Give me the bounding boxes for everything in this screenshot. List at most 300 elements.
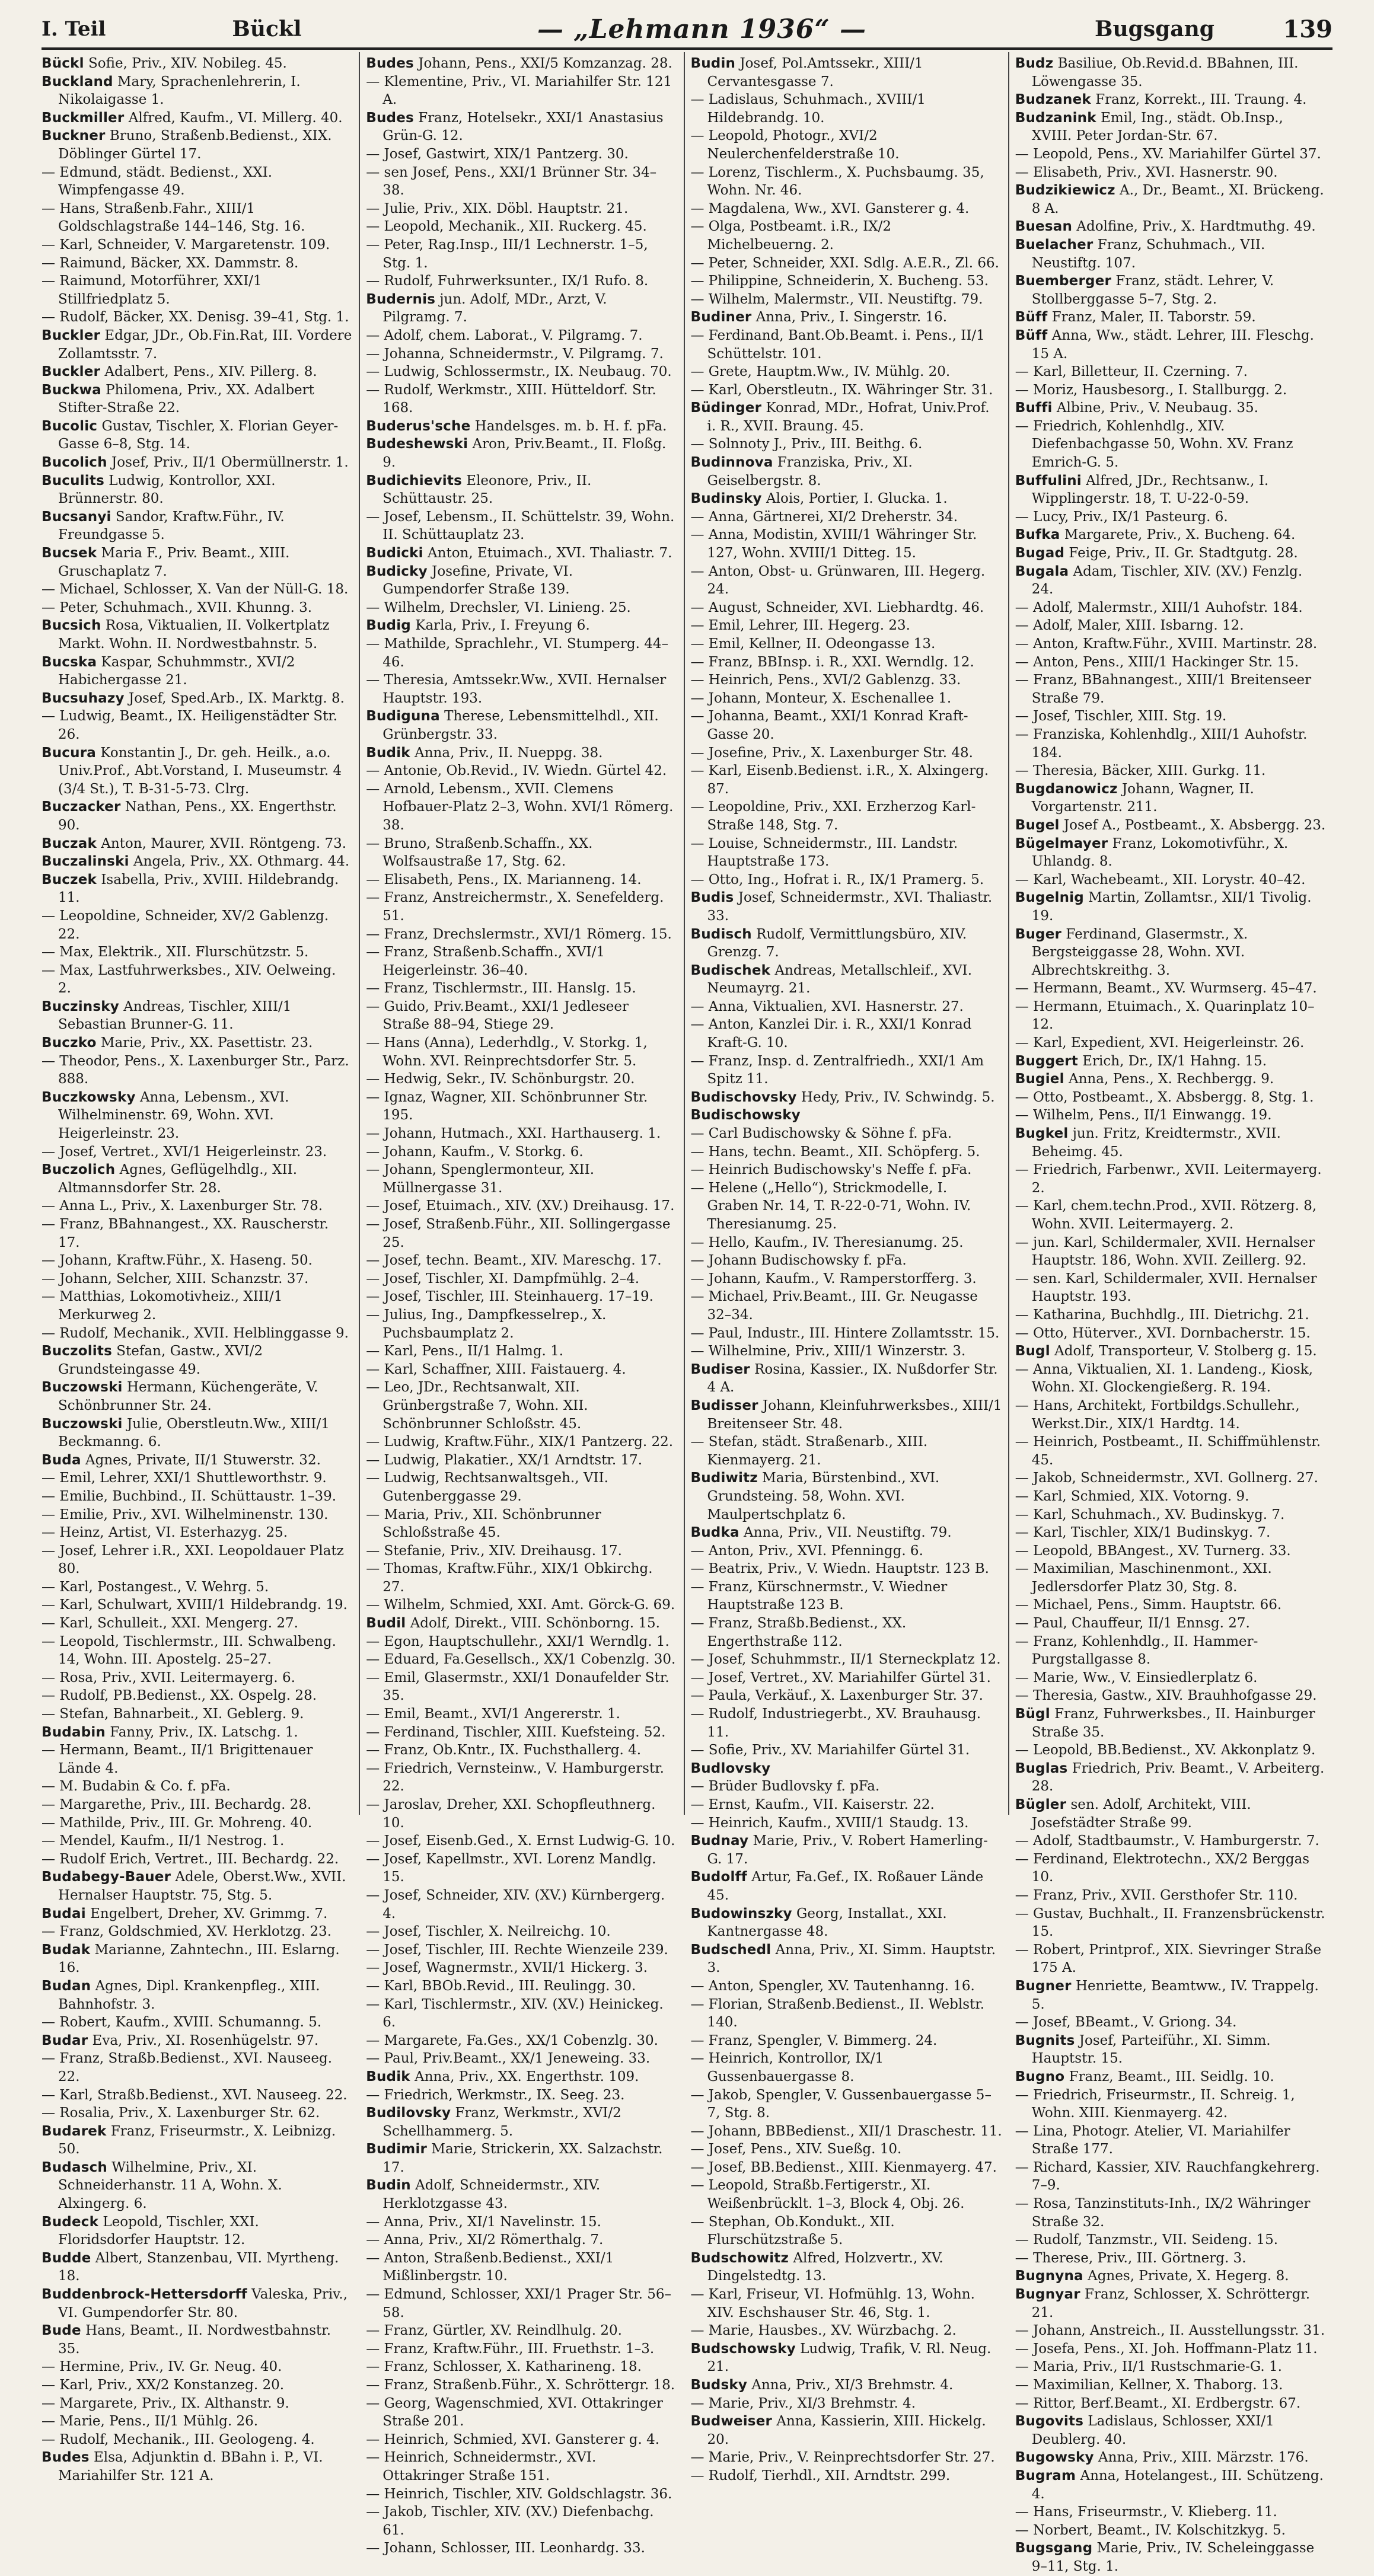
directory-entry: — Bruno, Straßenb.Schaffn., XX. Wolfsaustraße 17, Stg. 62. <box>366 835 593 870</box>
column-4 <box>1008 52 1332 2574</box>
directory-entry: — Josef, Wagnermstr., XVII/1 Hickerg. 3. <box>366 1960 648 1976</box>
directory-entry: — Peter, Rag.Insp., III/1 Lechnerstr. 1–5, Stg. 1. <box>366 237 648 271</box>
directory-entry: Budzikiewicz A., Dr., Beamt., XI. Brückeng. 8 A. <box>1015 183 1324 216</box>
directory-entry: Budak Marianne, Zahntechn., III. Eslarng. 16. <box>42 1942 340 1976</box>
directory-entry: — Eduard, Fa.Gesellsch., XX/1 Cobenzlg. 30. <box>366 1652 676 1668</box>
directory-entry: Büff Anna, Ww., städt. Lehrer, III. Fleschg. 15 A. <box>1015 327 1314 362</box>
directory-entry: — jun. Karl, Schildermaler, XVII. Hernalser Hauptstr. 186, Wohn. XVII. Zeillerg. 92. <box>1015 1234 1315 1269</box>
directory-entry: Bügler sen. Adolf, Architekt, VIII. Josefstädter Straße 99. <box>1015 1797 1251 1831</box>
directory-entry: Buderus'sche Handelsges. m. b. H. f. pFa. <box>366 418 667 434</box>
directory-entry: — Hermann, Beamt., II/1 Brigittenauer Lände 4. <box>42 1742 313 1776</box>
directory-entry: — Emil, Lehrer, III. Hegerg. 23. <box>690 618 910 634</box>
directory-entry: — Josef, Vertret., XV. Mariahilfer Gürtel 31. <box>690 1670 991 1686</box>
directory-entry: — Maximilian, Kellner, X. Thaborg. 13. <box>1015 2377 1283 2393</box>
directory-entry: Budarek Franz, Friseurmstr., X. Leibnizg. 50. <box>42 2123 336 2157</box>
directory-entry: — Ladislaus, Schuhmach., XVIII/1 Hildebrandg. 10. <box>690 92 926 126</box>
directory-entry: Bugala Adam, Tischler, XIV. (XV.) Fenzlg. 24. <box>1015 563 1303 598</box>
directory-entry: Budeshewski Aron, Priv.Beamt., II. Floßg. 9. <box>366 436 667 471</box>
directory-entry: Budinnova Franziska, Priv., XI. Geiselbergstr. 8. <box>690 455 913 489</box>
directory-entry: Budschedl Anna, Priv., XI. Simm. Hauptstr. 3. <box>690 1942 996 1976</box>
directory-entry: — Heinrich, Tischler, XIV. Goldschlagstr. 36. <box>366 2486 672 2502</box>
directory-entry: Budicky Josefine, Private, VI. Gumpendorfer Straße 139. <box>366 563 573 598</box>
directory-entry: — Emilie, Buchbind., II. Schüttaustr. 1–39. <box>42 1488 337 1504</box>
directory-entry: — Anton, Pens., XIII/1 Hackinger Str. 15. <box>1015 654 1299 670</box>
directory-entry: — Heinrich, Schmied, XVI. Gansterer g. 4. <box>366 2431 660 2447</box>
directory-entry: — Rudolf, PB.Bedienst., XX. Ospelg. 28. <box>42 1688 317 1704</box>
directory-entry: — Josef, Kapellmstr., XVI. Lorenz Mandlg. 15. <box>366 1851 656 1885</box>
directory-entry: Buggert Erich, Dr., IX/1 Hahng. 15. <box>1015 1053 1267 1069</box>
directory-entry: Budinsky Alois, Portier, I. Glucka. 1. <box>690 491 948 507</box>
directory-entry: — Lorenz, Tischlerm., X. Puchsbaumg. 35, Wohn. Nr. 46. <box>690 164 984 199</box>
directory-entry: — Franz, BBInsp. i. R., XXI. Werndlg. 12. <box>690 654 974 670</box>
directory-entry: — Rudolf, Werkmstr., XIII. Hütteldorf. Str. 168. <box>366 382 656 416</box>
directory-entry: — Rudolf, Tierhdl., XII. Arndtstr. 299. <box>690 2468 951 2484</box>
directory-entry: — Leopold, Straßb.Fertigerstr., XI. Weißenbrücklt. 1–3, Block 4, Obj. 26. <box>690 2178 965 2212</box>
header-rule <box>42 47 1332 50</box>
directory-entry: — Rudolf, Mechanik., XVII. Helblinggasse 9. <box>42 1325 349 1341</box>
directory-entry: — Emil, Lehrer, XXI/1 Shuttleworthstr. 9. <box>42 1470 327 1486</box>
directory-entry: Budes Johann, Pens., XXI/5 Komzanzag. 28. <box>366 56 672 71</box>
directory-entry: — Karl, Schuhmach., XV. Budinskyg. 7. <box>1015 1506 1285 1522</box>
directory-entry: — Ludwig, Schlossermstr., IX. Neubaug. 70. <box>366 364 672 380</box>
directory-entry: Buffi Albine, Priv., V. Neubaug. 35. <box>1015 400 1258 416</box>
directory-entry: Budiguna Therese, Lebensmittelhdl., XII. Grünbergstr. 33. <box>366 708 659 742</box>
directory-entry: Buckmiller Alfred, Kaufm., VI. Millerg. 40. <box>42 110 343 126</box>
directory-entry: — Hermann, Etuimach., X. Quarinplatz 10–12. <box>1015 998 1315 1033</box>
directory-entry: Buczolits Stefan, Gastw., XVI/2 Grundsteingasse 49. <box>42 1343 263 1377</box>
directory-entry: — Franz, Goldschmied, XV. Herklotzg. 23. <box>42 1924 332 1940</box>
directory-entry: Budweiser Anna, Kassierin, XIII. Hickelg. 20. <box>690 2414 986 2447</box>
directory-entry: — Anna, Viktualien, XI. 1. Landeng., Kiosk, Wohn. XI. Glockengießerg. R. 194. <box>1015 1361 1314 1396</box>
directory-entry: — Marie, Ww., V. Einsiedlerplatz 6. <box>1015 1670 1258 1686</box>
directory-entry: Bucura Konstantin J., Dr. geh. Heilk., a.o. Univ.Prof., Abt.Vorstand, I. Museumstr. 4 (3/4 St.), T. B-31-5-73. Clrg. <box>42 745 342 797</box>
directory-entry: — Robert, Printprof., XIX. Sievringer Straße 175 A. <box>1015 1942 1322 1976</box>
directory-entry: — Franz, Straßb.Bedienst., XX. Engerthstraße 112. <box>690 1616 907 1649</box>
directory-entry: — Olga, Postbeamt. i.R., IX/2 Michelbeuerng. 2. <box>690 219 891 253</box>
directory-entry: — Margarete, Priv., IX. Althanstr. 9. <box>42 2395 289 2411</box>
directory-entry: — Franz, BBahnangest., XIII/1 Breitenseer Straße 79. <box>1015 672 1312 706</box>
directory-entry: — Wilhelmine, Priv., XIII/1 Winzerstr. 3. <box>690 1343 966 1359</box>
part-label: I. Teil <box>42 17 106 41</box>
directory-entry: — Anton, Kanzlei Dir. i. R., XXI/1 Konrad Kraft-G. 10. <box>690 1017 972 1051</box>
directory-entry: Buczalinski Angela, Priv., XX. Othmarg. 44. <box>42 854 350 870</box>
directory-entry: — Leo, JDr., Rechtsanwalt, XII. Grünbergstraße 7, Wohn. XII. Schönbrunner Schloßstr. 45. <box>366 1380 588 1432</box>
directory-entry: Bugelnig Martin, Zollamtsr., XII/1 Tivolig. 19. <box>1015 890 1312 924</box>
directory-entry: Budzanek Franz, Korrekt., III. Traung. 4. <box>1015 92 1307 108</box>
directory-entry: — Magdalena, Ww., XVI. Gansterer g. 4. <box>690 200 970 216</box>
directory-entry: — Raimund, Motorführer, XXI/1 Stillfriedplatz 5. <box>42 273 262 307</box>
directory-entry: Budicki Anton, Etuimach., XVI. Thaliastr. 7. <box>366 545 672 561</box>
directory-entry: Bufka Margarete, Priv., X. Bucheng. 64. <box>1015 527 1296 543</box>
directory-entry: — Georg, Wagenschmied, XVI. Ottakringer Straße 201. <box>366 2395 664 2430</box>
directory-entry: Bucsuhazy Josef, Sped.Arb., IX. Marktg. 8. <box>42 690 345 706</box>
directory-entry: — Carl Budischowsky & Söhne f. pFa. <box>690 1126 952 1142</box>
directory-entry: Bucsich Rosa, Viktualien, II. Volkertplatz Markt. Wohn. II. Nordwestbahnstr. 5. <box>42 618 330 652</box>
directory-entry: Budisser Johann, Kleinfuhrwerksbes., XIII/1 Breitenseer Str. 48. <box>690 1397 1002 1432</box>
directory-entry: Budka Anna, Priv., VII. Neustiftg. 79. <box>690 1525 952 1541</box>
directory-entry: — Maximilian, Maschinenmont., XXI. Jedlersdorfer Platz 30, Stg. 8. <box>1015 1561 1272 1595</box>
directory-entry: — Paul, Chauffeur, II/1 Ennsg. 27. <box>1015 1616 1250 1632</box>
directory-entry: — Otto, Hüterver., XVI. Dornbacherstr. 15. <box>1015 1325 1311 1341</box>
directory-entry: Buemberger Franz, städt. Lehrer, V. Stollberggasse 5–7, Stg. 2. <box>1015 273 1274 307</box>
directory-entry: — Johann, Schlosser, III. Leonhardg. 33. <box>366 2540 645 2556</box>
directory-entry: — Louise, Schneidermstr., III. Landstr. Hauptstraße 173. <box>690 835 958 870</box>
directory-entry: Budz Basiliue, Ob.Revid.d. BBahnen, III. Löwengasse 35. <box>1015 56 1299 90</box>
directory-entry: — Philippine, Schneiderin, X. Bucheng. 53. <box>690 273 989 289</box>
directory-entry: — Ferdinand, Bant.Ob.Beamt. i. Pens., II/1 Schüttelstr. 101. <box>690 327 985 362</box>
directory-entry: — Heinrich, Schneidermstr., XVI. Ottakringer Straße 151. <box>366 2450 597 2484</box>
directory-entry: Budis Josef, Schneidermstr., XVI. Thaliastr. 33. <box>690 890 993 924</box>
directory-entry: Budai Engelbert, Dreher, XV. Grimmg. 7. <box>42 1905 328 1921</box>
column-3 <box>684 52 1008 2484</box>
directory-entry: Budin Josef, Pol.Amtssekr., XIII/1 Cervantesgasse 7. <box>690 56 923 90</box>
page-header <box>42 11 1332 47</box>
directory-entry: Budiwitz Maria, Bürstenbind., XVI. Grundsteing. 58, Wohn. XVI. Maulpertschplatz 6. <box>690 1470 940 1522</box>
directory-entry: — Emil, Beamt., XVI/1 Angererstr. 1. <box>366 1706 620 1722</box>
directory-entry: — Marie, Priv., V. Reinprechtsdorfer Str. 27. <box>690 2450 995 2466</box>
directory-entry: Bugner Henriette, Beamtww., IV. Trappelg. 5. <box>1015 1978 1319 2012</box>
directory-entry: — Karl, Tischlermstr., XIV. (XV.) Heinickeg. 6. <box>366 1996 664 2031</box>
directory-entry: — Rudolf, Industriegerbt., XV. Brauhausg. 11. <box>690 1706 981 1740</box>
directory-entry: — Karl, Postangest., V. Wehrg. 5. <box>42 1579 269 1595</box>
directory-entry: — Karl, Schneider, V. Margaretenstr. 109. <box>42 237 330 253</box>
directory-entry: Budiner Anna, Priv., I. Singerstr. 16. <box>690 309 948 325</box>
directory-entry: — Klementine, Priv., VI. Mariahilfer Str. 121 A. <box>366 74 672 108</box>
directory-entry: — Ludwig, Rechtsanwaltsgeh., VII. Gutenberggasse 29. <box>366 1470 608 1504</box>
directory-entry: — Antonie, Ob.Revid., IV. Wiedn. Gürtel 42. <box>366 763 667 779</box>
directory-entry: — Josef, Tischler, XI. Dampfmühlg. 2–4. <box>366 1271 640 1287</box>
directory-entry: — Leopold, Tischlermstr., III. Schwalbeng. 14, Wohn. III. Apostelg. 25–27. <box>42 1633 336 1668</box>
directory-entry: — Josef, Straßenb.Führ., XII. Sollingergasse 25. <box>366 1217 671 1250</box>
directory-entry: — Hans, techn. Beamt., XII. Schöpferg. 5. <box>690 1144 980 1160</box>
directory-entry: — Jaroslav, Dreher, XXI. Schopfleuthnerg. 10. <box>366 1797 656 1831</box>
directory-entry: — Karl, Oberstleutn., IX. Währinger Str. 31. <box>690 382 993 398</box>
directory-entry: — Heinrich, Pens., XVI/2 Gablenzg. 33. <box>690 672 961 688</box>
directory-entry: — Julius, Ing., Dampfkesselrep., X. Puchsbaumplatz 2. <box>366 1307 607 1341</box>
directory-entry: — Otto, Postbeamt., X. Absbergg. 8, Stg. 1. <box>1015 1089 1314 1105</box>
directory-entry: — Josefa, Pens., XI. Joh. Hoffmann-Platz 11. <box>1015 2341 1318 2357</box>
directory-entry: — Matthias, Lokomotivheiz., XIII/1 Merkurweg 2. <box>42 1289 283 1323</box>
directory-entry: Bugl Adolf, Transporteur, V. Stolberg g. 15. <box>1015 1343 1317 1359</box>
directory-entry: — Franz, Insp. d. Zentralfriedh., XXI/1 Am Spitz 11. <box>690 1053 984 1087</box>
directory-entry: Bucolich Josef, Priv., II/1 Obermüllnerstr. 1. <box>42 455 349 471</box>
directory-entry: — Ignaz, Wagner, XII. Schönbrunner Str. 195. <box>366 1089 648 1123</box>
directory-entry: — Margarethe, Priv., III. Bechardg. 28. <box>42 1797 312 1812</box>
directory-entry: — Elisabeth, Pens., IX. Marianneng. 14. <box>366 872 642 888</box>
directory-entry: — Max, Elektrik., XII. Flurschützstr. 5. <box>42 944 309 960</box>
directory-entry: — Franz, Priv., XVII. Gersthofer Str. 110. <box>1015 1887 1298 1903</box>
directory-entry: Buckner Bruno, Straßenb.Bedienst., XIX. Döblinger Gürtel 17. <box>42 128 332 162</box>
directory-entry: Büff Franz, Maler, II. Taborstr. 59. <box>1015 309 1256 325</box>
directory-entry: — Thomas, Kraftw.Führ., XIX/1 Obkirchg. 27. <box>366 1561 653 1595</box>
directory-entry: — Johanna, Beamt., XXI/1 Konrad Kraft-Gasse 20. <box>690 708 968 742</box>
directory-entry: Buffulini Alfred, JDr., Rechtsanw., I. Wipplingerstr. 18, T. U-22-0-59. <box>1015 473 1269 507</box>
directory-entry: — Josef, BB.Bedienst., XIII. Kienmayerg. 47. <box>690 2159 997 2175</box>
directory-entry: Budeck Leopold, Tischler, XXI. Floridsdorfer Hauptstr. 12. <box>42 2214 259 2248</box>
directory-entry: Bugnits Josef, Parteiführ., XI. Simm. Hauptstr. 15. <box>1015 2032 1271 2067</box>
directory-entry: Buczacker Nathan, Pens., XX. Engerthstr. 90. <box>42 799 337 833</box>
directory-entry: — Julie, Priv., XIX. Döbl. Hauptstr. 21. <box>366 200 629 216</box>
column-2 <box>359 52 683 2556</box>
directory-entry: — Josef, Lehrer i.R., XXI. Leopoldauer Platz 80. <box>42 1543 344 1577</box>
directory-entry: — Ludwig, Plakatier., XX/1 Arndtstr. 17. <box>366 1452 643 1468</box>
directory-entry: — Lucy, Priv., IX/1 Pasteurg. 6. <box>1015 509 1228 525</box>
directory-entry: — Franz, Straßb.Bedienst., XVI. Nauseeg. 22. <box>42 2051 333 2085</box>
directory-entry: Budasch Wilhelmine, Priv., XI. Schneiderhanstr. 11 A, Wohn. X. Alxingerg. 6. <box>42 2159 282 2212</box>
directory-entry: — Mathilde, Priv., III. Gr. Mohreng. 40. <box>42 1815 313 1831</box>
directory-entry: — Jakob, Schneidermstr., XVI. Gollnerg. 27. <box>1015 1470 1318 1486</box>
directory-entry: — Josef, Gastwirt, XIX/1 Pantzerg. 30. <box>366 146 629 162</box>
directory-entry: Buczowski Julie, Oberstleutn.Ww., XIII/1 Beckmanng. 6. <box>42 1416 330 1450</box>
directory-entry: — Adolf, Malermstr., XIII/1 Auhofstr. 184. <box>1015 599 1303 615</box>
directory-entry: — Johann, BBBedienst., XII/1 Draschestr. 11. <box>690 2123 1002 2139</box>
directory-entry: Bugkel jun. Fritz, Kreidtermstr., XVII. Beheimg. 45. <box>1015 1126 1281 1160</box>
directory-entry: Budnay Marie, Priv., V. Robert Hamerling-G. 17. <box>690 1833 988 1867</box>
directory-entry: — Johann, Kraftw.Führ., X. Haseng. 50. <box>42 1253 313 1269</box>
directory-entry: — Hedwig, Sekr., IV. Schönburgstr. 20. <box>366 1071 635 1087</box>
directory-entry: — Leopold, BB.Bedienst., XV. Akkonplatz 9. <box>1015 1742 1316 1758</box>
directory-entry: Budischowsky <box>690 1107 801 1123</box>
directory-entry: — Anna, Priv., XI/1 Navelinstr. 15. <box>366 2214 601 2230</box>
directory-entry: — Josef, Lebensm., II. Schüttelstr. 39, Wohn. II. Schüttauplatz 23. <box>366 509 675 543</box>
directory-entry: Buczowski Hermann, Küchengeräte, V. Schönbrunner Str. 24. <box>42 1380 318 1413</box>
directory-entry: — Hermine, Priv., IV. Gr. Neug. 40. <box>42 2359 282 2375</box>
directory-entry: — Adolf, Maler, XIII. Isbarng. 12. <box>1015 618 1244 634</box>
directory-entry: — Brüder Budlovsky f. pFa. <box>690 1779 880 1795</box>
directory-entry: — Ludwig, Beamt., IX. Heiligenstädter Str. 26. <box>42 708 338 742</box>
page-number: 139 <box>1283 15 1332 43</box>
directory-entry: — Hermann, Beamt., XV. Wurmserg. 45–47. <box>1015 981 1317 997</box>
directory-entry: — Emil, Glasermstr., XXI/1 Donaufelder Str. 35. <box>366 1670 670 1704</box>
directory-entry: Budischovsky Hedy, Priv., IV. Schwindg. 5. <box>690 1089 995 1105</box>
directory-entry: Buczek Isabella, Priv., XVIII. Hildebrandg. 11. <box>42 872 339 906</box>
directory-entry: — Theresia, Gastw., XIV. Brauhhofgasse 29. <box>1015 1688 1317 1704</box>
column-1 <box>42 52 359 2484</box>
directory-entry: — Karl, chem.techn.Prod., XVII. Rötzerg. 8, Wohn. XVII. Leitermayerg. 2. <box>1015 1198 1317 1232</box>
directory-entry: Budolff Artur, Fa.Gef., IX. Roßauer Lände 45. <box>690 1869 984 1903</box>
directory-entry: — Emilie, Priv., XVI. Wilhelminenstr. 130. <box>42 1506 329 1522</box>
directory-entry: — Karl, Friseur, VI. Hofmühlg. 13, Wohn. XIV. Eschshauser Str. 46, Stg. 1. <box>690 2287 975 2320</box>
directory-entry: — Anna, Modistin, XVIII/1 Währinger Str. 127, Wohn. XVIII/1 Ditteg. 15. <box>690 527 977 561</box>
directory-entry: — Ferdinand, Elektrotechn., XX/2 Berggas 10. <box>1015 1851 1310 1885</box>
directory-entry: Budlovsky <box>690 1760 771 1776</box>
directory-entry: — Leopoldine, Schneider, XV/2 Gablenzg. 22. <box>42 908 329 942</box>
directory-entry: — Theresia, Amtssekr.Ww., XVII. Hernalser Hauptstr. 193. <box>366 672 667 706</box>
directory-entry: Budik Anna, Priv., II. Nueppg. 38. <box>366 745 603 761</box>
directory-entry: Buczinsky Andreas, Tischler, XIII/1 Sebastian Brunner-G. 11. <box>42 998 292 1033</box>
directory-entry: — Johann Budischowsky f. pFa. <box>690 1253 907 1269</box>
directory-entry: Budar Eva, Priv., XI. Rosenhügelstr. 97. <box>42 2032 319 2048</box>
directory-entry: — Josef, Etuimach., XIV. (XV.) Dreihausg. 17. <box>366 1198 675 1214</box>
directory-entry: Budilovsky Franz, Werkmstr., XVI/2 Schellhammerg. 5. <box>366 2105 621 2139</box>
directory-entry: — Anna, Gärtnerei, XI/2 Dreherstr. 34. <box>690 509 958 525</box>
directory-entry: — Robert, Kaufm., XVIII. Schumanng. 5. <box>42 2015 322 2031</box>
directory-entry: — Max, Lastfuhrwerksbes., XIV. Oelweing. 2. <box>42 962 336 997</box>
directory-entry: — Wilhelm, Schmied, XXI. Amt. Görck-G. 69. <box>366 1597 675 1613</box>
directory-entry: — Josef, techn. Beamt., XIV. Mareschg. 17. <box>366 1253 662 1269</box>
directory-entry: — Jakob, Tischler, XIV. (XV.) Diefenbachg. 61. <box>366 2504 654 2538</box>
directory-entry: Buckwa Philomena, Priv., XX. Adalbert Stifter-Straße 22. <box>42 382 314 416</box>
directory-entry: — Marie, Pens., II/1 Mühlg. 26. <box>42 2414 259 2430</box>
directory-entry: — Anton, Obst- u. Grünwaren, III. Hegerg. 24. <box>690 563 986 598</box>
directory-entry: — Jakob, Spengler, V. Gussenbauergasse 5–7, Stg. 8. <box>690 2087 992 2121</box>
columns <box>42 52 1332 2574</box>
directory-entry: Buczak Anton, Maurer, XVII. Röntgeng. 73. <box>42 835 347 851</box>
directory-entry: — Karl, Schulwart, XVIII/1 Hildebrandg. 19. <box>42 1597 348 1613</box>
directory-entry: — Karl, Eisenb.Bedienst. i.R., X. Alxingerg. 87. <box>690 763 989 797</box>
directory-entry: — Adolf, chem. Laborat., V. Pilgramg. 7. <box>366 327 643 343</box>
directory-entry: — Wilhelm, Pens., II/1 Einwangg. 19. <box>1015 1107 1272 1123</box>
directory-entry: — Paul, Industr., III. Hintere Zollamtsstr. 15. <box>690 1325 1000 1341</box>
directory-entry: — Hello, Kaufm., IV. Theresianumg. 25. <box>690 1234 964 1250</box>
directory-entry: — Otto, Ing., Hofrat i. R., IX/1 Pramerg. 5. <box>690 872 984 888</box>
directory-entry: — Lina, Photogr. Atelier, VI. Mariahilfer Straße 177. <box>1015 2123 1290 2157</box>
directory-entry: — Johann, Hutmach., XXI. Harthauserg. 1. <box>366 1126 661 1142</box>
directory-entry: — Gustav, Buchhalt., II. Franzensbrückenstr. 15. <box>1015 1905 1325 1940</box>
directory-entry: — Josef, Eisenb.Ged., X. Ernst Ludwig-G. 10. <box>366 1833 675 1849</box>
directory-entry: Buckler Adalbert, Pens., XIV. Pillerg. 8. <box>42 364 317 380</box>
directory-entry: Büdinger Konrad, MDr., Hofrat, Univ.Prof. i. R., XVII. Braung. 45. <box>690 400 990 434</box>
directory-entry: — Rudolf Erich, Vertret., III. Bechardg. 22. <box>42 1851 339 1867</box>
directory-entry: Budisch Rudolf, Vermittlungsbüro, XIV. Grenzg. 7. <box>690 926 967 960</box>
directory-entry: — Ludwig, Kraftw.Führ., XIX/1 Pantzerg. 22. <box>366 1434 674 1450</box>
directory-entry: — Peter, Schuhmach., XVII. Khunng. 3. <box>42 599 313 615</box>
directory-entry: Buddenbrock-Hettersdorff Valeska, Priv., VI. Gumpendorfer Str. 80. <box>42 2287 348 2320</box>
directory-entry: — Johann, Monteur, X. Eschenallee 1. <box>690 690 952 706</box>
directory-entry: — Edmund, städt. Bedienst., XXI. Wimpfengasse 49. <box>42 164 273 199</box>
directory-entry: — Johann, Selcher, XIII. Schanzstr. 37. <box>42 1271 309 1287</box>
directory-entry: — sen. Karl, Schildermaler, XVII. Hernalser Hauptstr. 193. <box>1015 1271 1317 1305</box>
directory-entry: — Hans, Straßenb.Fahr., XIII/1 Goldschlagstraße 144–146, Stg. 16. <box>42 200 305 235</box>
directory-entry: Budig Karla, Priv., I. Freyung 6. <box>366 618 590 634</box>
directory-entry: Bugowsky Anna, Priv., XIII. Märzstr. 176. <box>1015 2450 1309 2466</box>
directory-entry: — Johann, Spenglermonteur, XII. Müllnergasse 31. <box>366 1162 595 1196</box>
directory-entry: — Franz, Kohlenhdlg., II. Hammer-Purgstallgasse 8. <box>1015 1633 1258 1668</box>
directory-entry: — Johann, Anstreich., II. Ausstellungsstr. 31. <box>1015 2323 1325 2339</box>
directory-entry: — Anton, Kraftw.Führ., XVIII. Martinstr. 28. <box>1015 636 1318 652</box>
directory-entry: — Karl, Priv., XX/2 Konstanzeg. 20. <box>42 2377 285 2393</box>
header-last-entry: Bugsgang <box>1095 17 1214 42</box>
directory-entry: Budde Albert, Stanzenbau, VII. Myrtheng. 18. <box>42 2250 339 2284</box>
directory-entry: — Johanna, Schneidermstr., V. Pilgramg. 7. <box>366 346 664 362</box>
directory-entry: — Paula, Verkäuf., X. Laxenburger Str. 37. <box>690 1688 983 1704</box>
directory-entry: — Anna L., Priv., X. Laxenburger Str. 78. <box>42 1198 323 1214</box>
directory-entry: — Stefanie, Priv., XIV. Dreihausg. 17. <box>366 1543 622 1559</box>
directory-entry: — Therese, Priv., III. Görtnerg. 3. <box>1015 2250 1247 2266</box>
directory-entry: — Theresia, Bäcker, XIII. Gurkg. 11. <box>1015 763 1266 779</box>
directory-entry: — Heinrich, Kontrollor, IX/1 Gussenbauergasse 8. <box>690 2051 884 2085</box>
directory-entry: — Franz, Tischlermstr., III. Hanslg. 15. <box>366 981 636 997</box>
directory-entry: Budzanink Emil, Ing., städt. Ob.Insp., XVIII. Peter Jordan-Str. 67. <box>1015 110 1283 144</box>
directory-entry: — Heinrich Budischowsky's Neffe f. pFa. <box>690 1162 972 1178</box>
directory-entry: — Ernst, Kaufm., VII. Kaiserstr. 22. <box>690 1797 935 1812</box>
directory-entry: — Anton, Spengler, XV. Tautenhanng. 16. <box>690 1978 975 1994</box>
directory-entry: Budin Adolf, Schneidermstr., XIV. Herklotzgasse 43. <box>366 2178 601 2212</box>
directory-entry: — Anna, Viktualien, XVI. Hasnerstr. 27. <box>690 998 964 1014</box>
directory-entry: — Josef, Tischler, X. Neilreichg. 10. <box>366 1924 611 1940</box>
directory-entry: — Stefan, Bahnarbeit., XI. Geblerg. 9. <box>42 1706 304 1722</box>
directory-entry: — Franz, Straßenb.Schaffn., XVI/1 Heigerleinstr. 36–40. <box>366 944 605 978</box>
directory-entry: — Rudolf, Mechanik., III. Geologeng. 4. <box>42 2431 315 2447</box>
directory-entry: — Marie, Hausbes., XV. Würzbachg. 2. <box>690 2323 957 2339</box>
directory-entry: — Mendel, Kaufm., II/1 Nestrog. 1. <box>42 1833 285 1849</box>
directory-entry: — Wilhelm, Malermstr., VII. Neustiftg. 79. <box>690 291 983 307</box>
directory-entry: Bückl Sofie, Priv., XIV. Nobileg. 45. <box>42 56 287 71</box>
directory-entry: — Karl, Pens., II/1 Halmg. 1. <box>366 1343 564 1359</box>
directory-entry: Bugovits Ladislaus, Schlosser, XXI/1 Deublerg. 40. <box>1015 2414 1274 2447</box>
directory-entry: Budimir Marie, Strickerin, XX. Salzachstr. 17. <box>366 2141 663 2175</box>
directory-entry: — Josef, Pens., XIV. Sueßg. 10. <box>690 2141 902 2157</box>
directory-entry: — Karl, Tischler, XIX/1 Budinskyg. 7. <box>1015 1525 1271 1541</box>
directory-entry: Budan Agnes, Dipl. Krankenpfleg., XIII. Bahnhofstr. 3. <box>42 1978 320 2012</box>
directory-entry: — Mathilde, Sprachlehr., VI. Stumperg. 44–46. <box>366 636 668 670</box>
directory-entry: — Hans, Architekt, Fortbildgs.Schullehr., Werkst.Dir., XIX/1 Hardtg. 14. <box>1015 1397 1300 1432</box>
directory-entry: — Paul, Priv.Beamt., XX/1 Jeneweing. 33. <box>366 2051 651 2067</box>
directory-entry: Bugad Feige, Priv., II. Gr. Stadtgutg. 28. <box>1015 545 1298 561</box>
directory-entry: — Ferdinand, Tischler, XIII. Kuefsteing. 52. <box>366 1724 666 1740</box>
directory-entry: — Michael, Priv.Beamt., III. Gr. Neugasse 32–34. <box>690 1289 978 1323</box>
directory-entry: — Franz, Schlosser, X. Katharineng. 18. <box>366 2359 642 2375</box>
directory-entry: — Franz, Anstreichermstr., X. Senefelderg. 51. <box>366 890 664 924</box>
directory-entry: — Josef, Tischler, III. Steinhauerg. 17–19. <box>366 1289 653 1305</box>
directory-entry: — Solnnoty J., Priv., III. Beithg. 6. <box>690 436 923 452</box>
directory-entry: — Karl, Schaffner, XIII. Faistauerg. 4. <box>366 1361 626 1377</box>
directory-entry: Budiser Rosina, Kassier., IX. Nußdorfer Str. 4 A. <box>690 1361 998 1396</box>
directory-entry: — Elisabeth, Priv., XVI. Hasnerstr. 90. <box>1015 164 1278 180</box>
directory-entry: Bucska Kaspar, Schuhmmstr., XVI/2 Habichergasse 21. <box>42 654 295 688</box>
directory-entry: — Arnold, Lebensm., XVII. Clemens Hofbauer-Platz 2–3, Wohn. XVI/1 Römerg. 38. <box>366 781 674 833</box>
directory-entry: — Karl, Expedient, XVI. Heigerleinstr. 26. <box>1015 1035 1305 1051</box>
directory-entry: — Franz, Ob.Kntr., IX. Fuchsthallerg. 4. <box>366 1742 642 1758</box>
directory-entry: — Josef, Vertret., XVI/1 Heigerleinstr. 23. <box>42 1144 327 1160</box>
directory-entry: Buckler Edgar, JDr., Ob.Fin.Rat, III. Vordere Zollamtsstr. 7. <box>42 327 352 362</box>
directory-entry: — Richard, Kassier, XIV. Rauchfangkehrerg. 7–9. <box>1015 2159 1320 2194</box>
directory-entry: — Theodor, Pens., X. Laxenburger Str., Parz. 888. <box>42 1053 349 1087</box>
directory-entry: — Franz, Kraftw.Führ., III. Fruethstr. 1–3. <box>366 2341 655 2357</box>
directory-entry: — Maria, Priv., XII. Schönbrunner Schloßstraße 45. <box>366 1506 601 1541</box>
directory-entry: — Edmund, Schlosser, XXI/1 Prager Str. 56–58. <box>366 2287 672 2320</box>
directory-entry: — Anna, Priv., XI/2 Römerthalg. 7. <box>366 2232 604 2248</box>
directory-entry: — Leopold, Pens., XV. Mariahilfer Gürtel 37. <box>1015 146 1321 162</box>
directory-entry: Bucolic Gustav, Tischler, X. Florian Geyer-Gasse 6–8, Stg. 14. <box>42 418 339 452</box>
directory-entry: — Anton, Straßenb.Bedienst., XXI/1 Mißlinbergstr. 10. <box>366 2250 614 2284</box>
directory-entry: — Karl, Billetteur, II. Czerning. 7. <box>1015 364 1248 380</box>
directory-entry: — Stefan, städt. Straßenarb., XIII. Kienmayerg. 21. <box>690 1434 928 1468</box>
directory-entry: — Helene („Hello“), Strickmodelle, I. Graben Nr. 14, T. R-22-0-71, Wohn. IV. Theresianumg. 25. <box>690 1180 971 1232</box>
directory-entry: — Franziska, Kohlenhdlg., XIII/1 Auhofstr. 184. <box>1015 726 1308 761</box>
directory-entry: — Leopold, Mechanik., XII. Ruckerg. 45. <box>366 219 647 235</box>
directory-entry: — Friedrich, Friseurmstr., II. Schreig. 1, Wohn. XIII. Kienmayerg. 42. <box>1015 2087 1295 2121</box>
directory-entry: — Josef, Tischler, III. Rechte Wienzeile 239. <box>366 1942 668 1958</box>
directory-entry: Budsky Anna, Priv., XI/3 Brehmstr. 4. <box>690 2377 954 2393</box>
directory-entry: — Josef, Schuhmmstr., II/1 Sterneckplatz 12. <box>690 1652 1001 1668</box>
directory-entry: Buger Ferdinand, Glasermstr., X. Bergsteiggasse 28, Wohn. XVI. Albrechtskreithg. 3. <box>1015 926 1248 978</box>
directory-entry: Budischek Andreas, Metallschleif., XVI. Neumayrg. 21. <box>690 962 973 997</box>
directory-entry: — Karl, Schmied, XIX. Votorng. 9. <box>1015 1488 1249 1504</box>
directory-title: — „Lehmann 1936“ — <box>537 14 866 44</box>
directory-entry: Budabegy-Bauer Adele, Oberst.Ww., XVII. Hernalser Hauptstr. 75, Stg. 5. <box>42 1869 346 1903</box>
directory-entry: Buckland Mary, Sprachenlehrerin, I. Nikolaigasse 1. <box>42 74 301 108</box>
directory-entry: — Leopold, BBAngest., XV. Turnerg. 33. <box>1015 1543 1291 1559</box>
directory-entry: — Heinrich, Kaufm., XVIII/1 Staudg. 13. <box>690 1815 969 1831</box>
directory-entry: — Friedrich, Kohlenhdlg., XIV. Diefenbachgasse 50, Wohn. XV. Franz Emrich-G. 5. <box>1015 418 1293 471</box>
directory-entry: — Johann, Kaufm., V. Storkg. 6. <box>366 1144 584 1160</box>
directory-entry: — M. Budabin & Co. f. pFa. <box>42 1779 231 1795</box>
directory-entry: Buczko Marie, Priv., XX. Pasettistr. 23. <box>42 1035 313 1051</box>
directory-entry: Bugdanowicz Johann, Wagner, II. Vorgartenstr. 211. <box>1015 781 1254 815</box>
directory-entry: — Heinz, Artist, VI. Esterhazyg. 25. <box>42 1525 288 1541</box>
directory-entry: Buculits Ludwig, Kontrollor, XXI. Brünnerstr. 80. <box>42 473 276 507</box>
